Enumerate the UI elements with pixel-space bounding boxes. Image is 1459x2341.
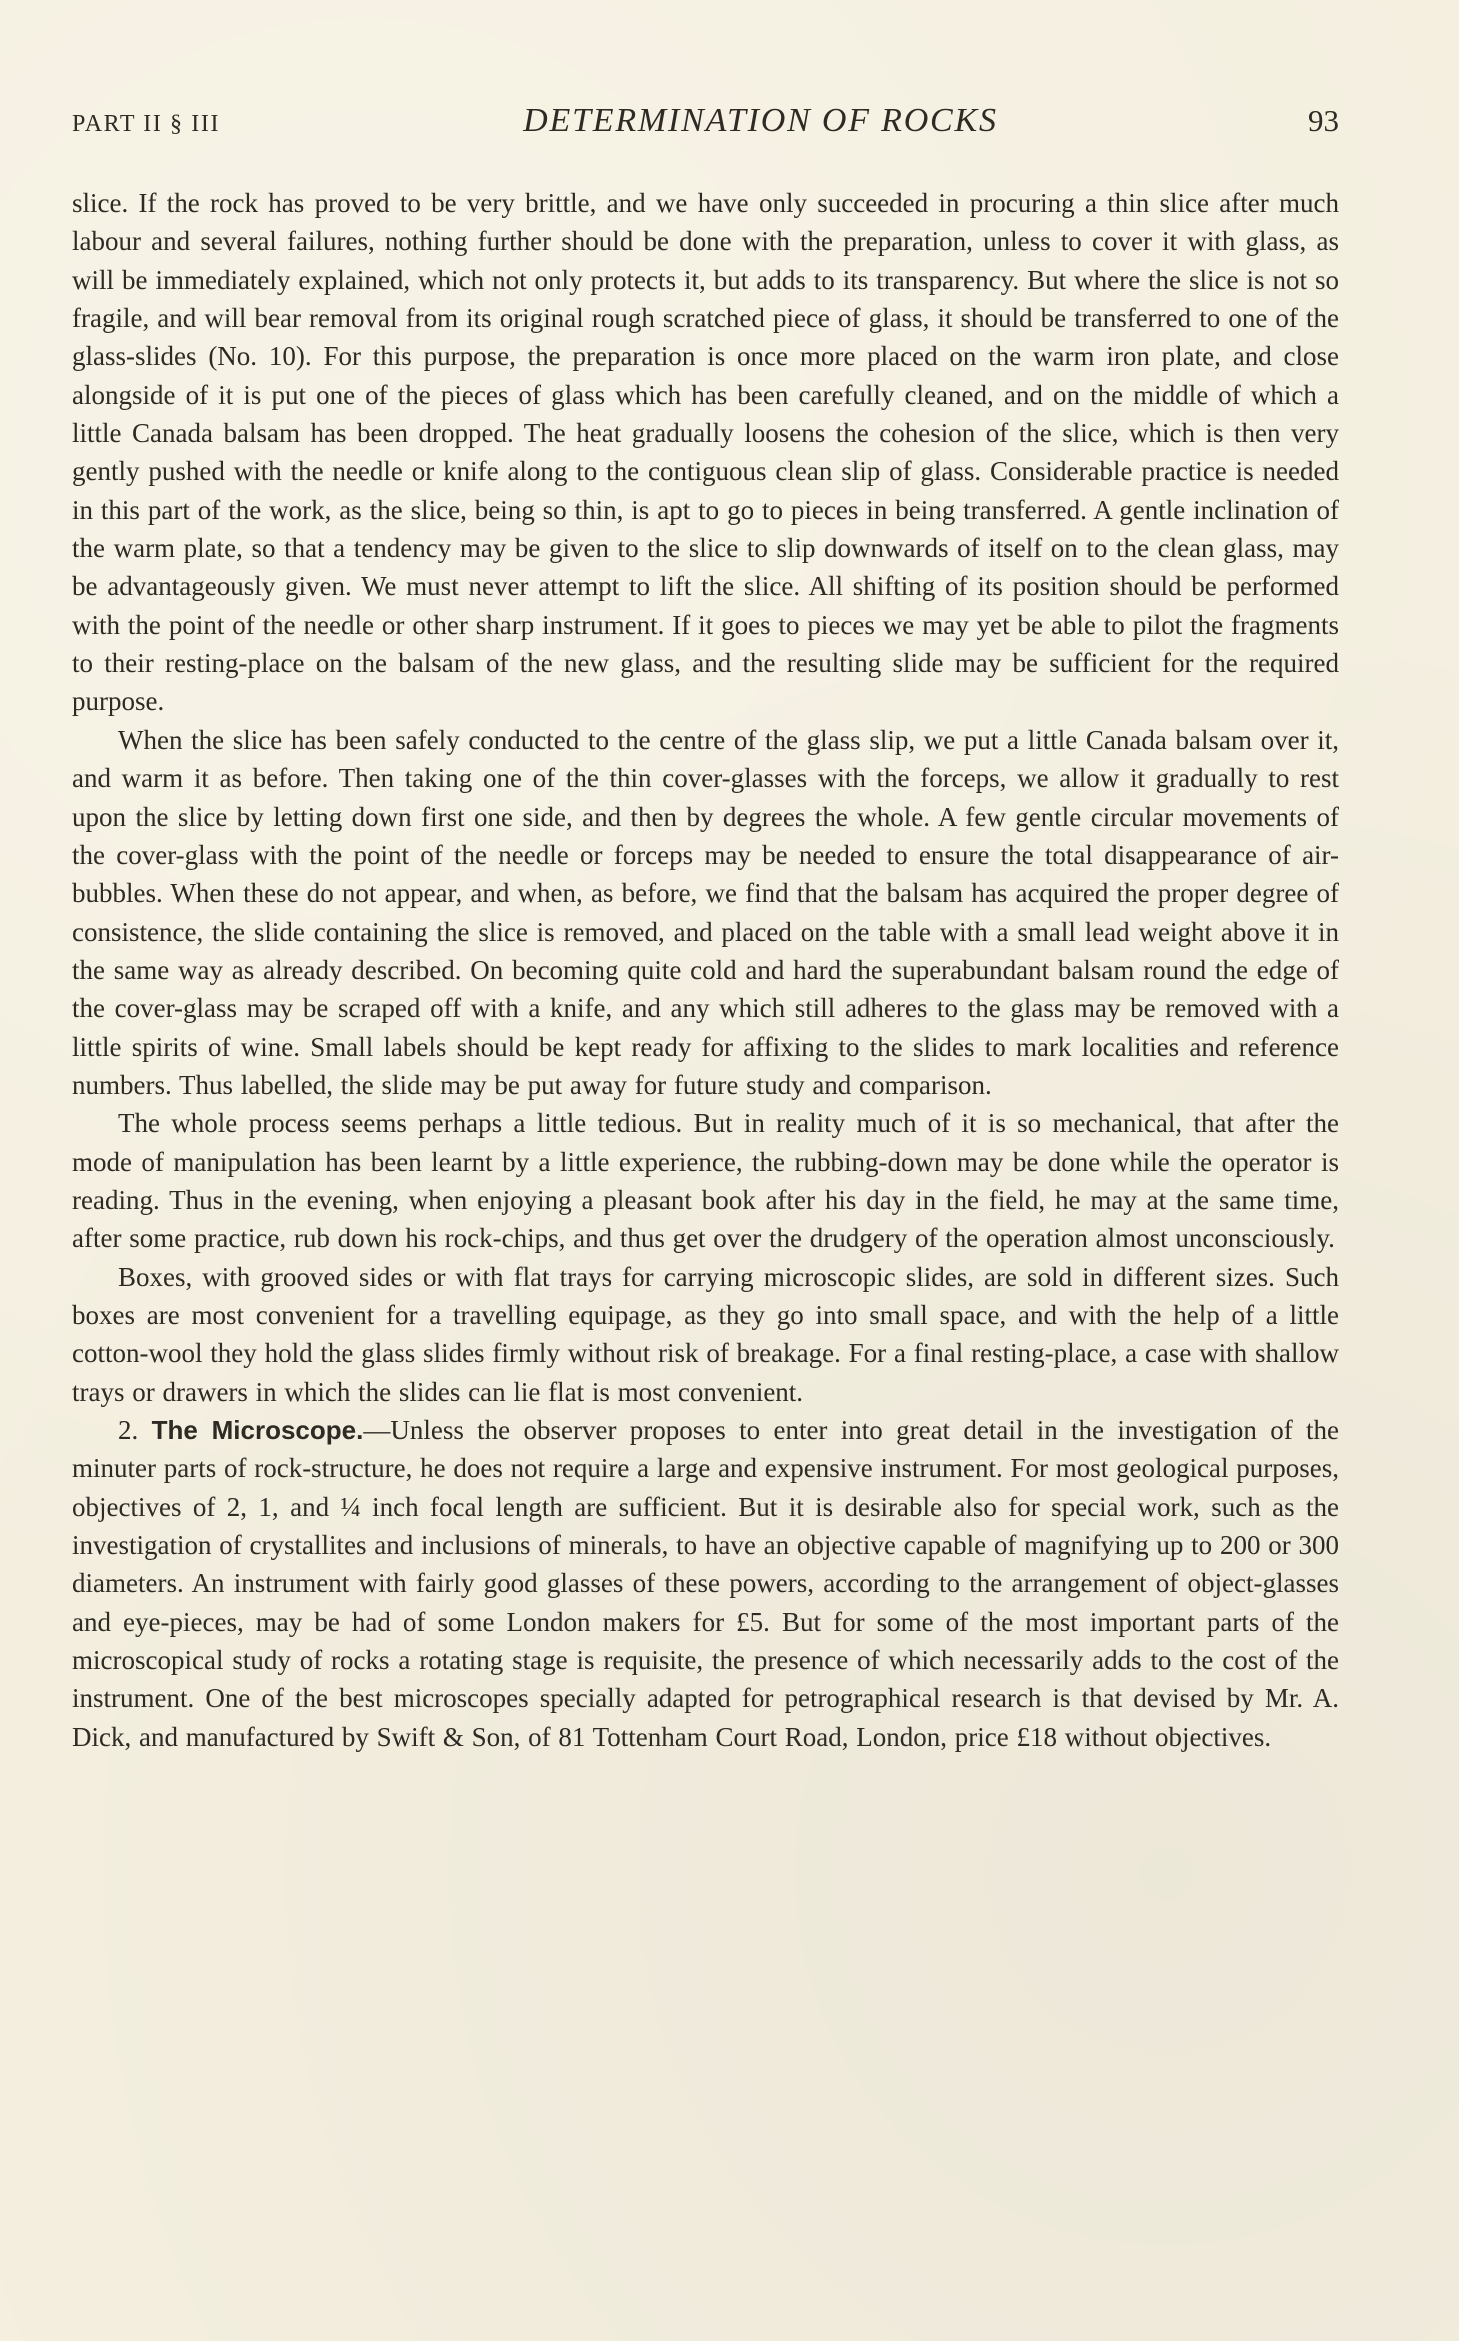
microscope-text: —Unless the observer proposes to enter into great detail in the investigation of the minuter parts of rock-structure, he does not require a large and expensive instrument. For most geological purposes, objectives of 2, 1, and ¼ inch focal length are sufficient. But it is desirable also for special work, such as the investigation of crystallites and inclusions of minerals, to have an objective capable of magnifying up to 200 or 300 diameters. An instrument with fairly good glasses of these powers, according to the arrangement of object-glasses and eye-pieces, may be had of some London makers for £5. But for some of the most important parts of the microscopical study of rocks a rotating stage is requisite, the presence of which necessarily adds to the cost of the instrument. One of the best microscopes specially adapted for petrographical research is that devised by Mr. A. Dick, and manufactured by Swift & Son, of 81 Tottenham Court Road, London, price £18 without objectives. <box>72 1415 1340 1752</box>
page-number: 93 <box>1308 103 1339 138</box>
paragraph-continuation: slice. If the rock has proved to be very brittle, and we have only succeeded in procuring a thin slice after much labour and several failures, nothing further should be done with the preparation, unless to cover it with glass, as will be immediately explained, which not only protects it, but adds to its transparency. But where the slice is not so fragile, and will bear removal from its original rough scratched piece of glass, it should be transferred to one of the glass-slides (No. 10). For this purpose, the preparation is once more placed on the warm iron plate, and close alongside of it is put one of the pieces of glass which has been carefully cleaned, and on the middle of which a little Canada balsam has been dropped. The heat gradually loosens the cohesion of the slice, which is then very gently pushed with the needle or knife along to the contiguous clean slip of glass. Considerable practice is needed in this part of the work, as the slice, being so thin, is apt to go to pieces in being transferred. A gentle inclination of the warm plate, so that a tendency may be given to the slice to slip downwards of itself on to the clean glass, may be advantageously given. We must never attempt to lift the slice. All shifting of its position should be performed with the point of the needle or other sharp instrument. If it goes to pieces we may yet be able to pilot the fragments to their resting-place on the balsam of the new glass, and the resulting slide may be sufficient for the required purpose. <box>72 188 1339 717</box>
section-number: 2. <box>118 1415 139 1445</box>
page-body <box>72 184 1339 1756</box>
section-heading: The Microscope. <box>151 1415 364 1445</box>
paragraph-storage: Boxes, with grooved sides or with flat trays for carrying microscopic slides, are sold in different sizes. Such boxes are most convenient for a travelling equipage, as they go into small space, and with the help of a little cotton-wool they hold the glass slides firmly without risk of breakage. For a final resting-place, a case with shallow trays or drawers in which the slides can lie flat is most convenient. <box>72 1261 1339 1407</box>
paragraph-microscope <box>72 1411 1339 1756</box>
paragraph-process: The whole process seems perhaps a little tedious. But in reality much of it is so mechanical, that after the mode of manipulation has been learnt by a little experience, the rubbing-down may be done while the operator is reading. Thus in the evening, when enjoying a pleasant book after his day in the field, he may at the same time, after some practice, rub down his rock-chips, and thus get over the drudgery of the operation almost unconsciously. <box>72 1108 1339 1254</box>
section-reference: PART II § III <box>72 111 221 137</box>
paragraph-mounting: When the slice has been safely conducted to the centre of the glass slip, we put a little Canada balsam over it, and warm it as before. Then taking one of the thin cover-glasses with the forceps, we allow it gradually to rest upon the slice by letting down first one side, and then by degrees the whole. A few gentle circular movements of the cover-glass with the point of the needle or forceps may be needed to ensure the total disappearance of air-bubbles. When these do not appear, and when, as before, we find that the balsam has acquired the proper degree of consistence, the slide containing the slice is removed, and placed on the table with a small lead weight above it in the same way as already described. On becoming quite cold and hard the superabundant balsam round the edge of the cover-glass may be scraped off with a knife, and any which still adheres to the glass may be removed with a little spirits of wine. Small labels should be kept ready for affixing to the slides to mark localities and reference numbers. Thus labelled, the slide may be put away for future study and comparison. <box>72 724 1339 1100</box>
running-head <box>72 102 1339 154</box>
chapter-title: DETERMINATION OF ROCKS <box>523 102 998 139</box>
